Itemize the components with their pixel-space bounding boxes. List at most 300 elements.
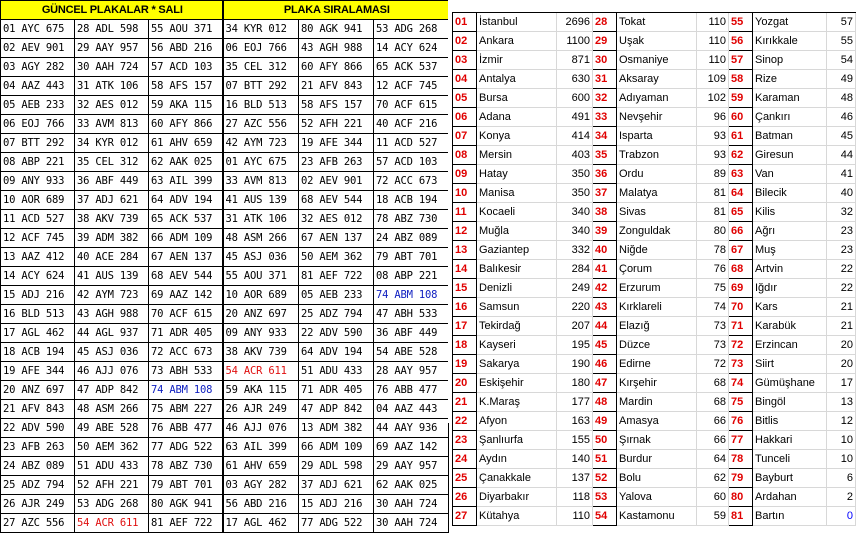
plates-row	[1, 172, 449, 191]
plates-row	[1, 476, 449, 495]
plate-cell: 48 ASM 266	[75, 400, 149, 419]
plate-cell: 56 ABD 216	[223, 495, 299, 514]
rank-number: 38	[593, 203, 617, 222]
city-name: K.Maraş	[477, 393, 557, 412]
rank-number: 76	[729, 412, 753, 431]
city-name: Bartın	[753, 507, 827, 526]
plate-cell: 21 AFV 843	[1, 400, 75, 419]
rank-number: 36	[593, 165, 617, 184]
plate-count: 403	[557, 146, 593, 165]
plate-count: 81	[697, 203, 729, 222]
plate-cell: 15 ADJ 216	[299, 495, 374, 514]
plate-cell: 02 AEV 901	[1, 39, 75, 58]
city-name: Hatay	[477, 165, 557, 184]
rank-number: 73	[729, 355, 753, 374]
plates-row	[1, 39, 449, 58]
plate-cell: 30 AAH 724	[374, 514, 449, 533]
plate-cell: 05 AEB 233	[299, 286, 374, 305]
city-name: Karaman	[753, 89, 827, 108]
plate-cell: 19 AFE 344	[1, 362, 75, 381]
city-name: Eskişehir	[477, 374, 557, 393]
plate-cell: 71 ADR 405	[149, 324, 223, 343]
plate-cell: 29 ADL 598	[299, 457, 374, 476]
plate-cell: 57 ACD 103	[374, 153, 449, 172]
plate-ranking-title: PLAKA SIRALAMASI	[223, 1, 449, 20]
city-name: Afyon	[477, 412, 557, 431]
city-name: Artvin	[753, 260, 827, 279]
plate-count: 600	[557, 89, 593, 108]
ranking-row	[453, 260, 856, 279]
ranking-header-spacer	[453, 0, 856, 13]
plate-cell: 08 ABP 221	[374, 267, 449, 286]
ranking-header-row	[453, 0, 856, 13]
plates-row	[1, 438, 449, 457]
rank-number: 27	[453, 507, 477, 526]
plate-count: 195	[557, 336, 593, 355]
plate-cell: 29 AAY 957	[75, 39, 149, 58]
plate-count: 6	[827, 469, 856, 488]
plate-cell: 21 AFV 843	[299, 77, 374, 96]
plates-row	[1, 58, 449, 77]
plate-count: 23	[827, 241, 856, 260]
city-name: Isparta	[617, 127, 697, 146]
plate-count: 40	[827, 184, 856, 203]
plate-cell: 24 ABZ 089	[374, 229, 449, 248]
plate-cell: 33 AVM 813	[223, 172, 299, 191]
plates-row	[1, 400, 449, 419]
plates-row	[1, 210, 449, 229]
plate-count: 177	[557, 393, 593, 412]
plate-cell: 01 AYC 675	[223, 153, 299, 172]
rank-number: 04	[453, 70, 477, 89]
plate-cell: 75 ABM 227	[149, 400, 223, 419]
plate-count: 54	[827, 51, 856, 70]
rank-number: 57	[729, 51, 753, 70]
plate-count: 249	[557, 279, 593, 298]
plate-cell: 36 ABF 449	[374, 324, 449, 343]
rank-number: 42	[593, 279, 617, 298]
plate-cell: 11 ACD 527	[374, 134, 449, 153]
plate-cell: 09 ANY 933	[1, 172, 75, 191]
plate-cell: 72 ACC 673	[149, 343, 223, 362]
city-name: Zonguldak	[617, 222, 697, 241]
rank-number: 78	[729, 450, 753, 469]
plate-cell: 39 ADM 382	[75, 229, 149, 248]
plate-cell: 26 AJR 249	[223, 400, 299, 419]
plate-count: 110	[697, 32, 729, 51]
city-name: Muğla	[477, 222, 557, 241]
plate-count: 44	[827, 146, 856, 165]
rank-number: 19	[453, 355, 477, 374]
plate-cell: 30 AAH 724	[75, 58, 149, 77]
rank-number: 30	[593, 51, 617, 70]
plate-cell: 19 AFE 344	[299, 134, 374, 153]
city-name: Malatya	[617, 184, 697, 203]
city-name: Tunceli	[753, 450, 827, 469]
ranking-row	[453, 70, 856, 89]
plate-cell: 22 ADV 590	[299, 324, 374, 343]
rank-number: 33	[593, 108, 617, 127]
plates-row	[1, 514, 449, 533]
plate-cell: 56 ABD 216	[149, 39, 223, 58]
plate-count: 60	[697, 488, 729, 507]
plate-cell: 43 AGH 988	[75, 305, 149, 324]
city-name: Osmaniye	[617, 51, 697, 70]
city-name: Batman	[753, 127, 827, 146]
plates-row	[1, 305, 449, 324]
city-name: Samsun	[477, 298, 557, 317]
plate-count: 284	[557, 260, 593, 279]
ranking-row	[453, 184, 856, 203]
rank-number: 49	[593, 412, 617, 431]
plate-cell: 38 AKV 739	[223, 343, 299, 362]
plate-cell: 52 AFH 221	[75, 476, 149, 495]
plate-count: 73	[697, 336, 729, 355]
plate-count: 140	[557, 450, 593, 469]
city-name: Aydın	[477, 450, 557, 469]
rank-number: 06	[453, 108, 477, 127]
plate-cell: 60 AFY 866	[299, 58, 374, 77]
plate-count: 76	[697, 260, 729, 279]
plate-cell: 50 AEM 362	[75, 438, 149, 457]
plate-count: 73	[697, 317, 729, 336]
plate-cell: 69 AAZ 142	[374, 438, 449, 457]
plate-cell: 77 ADG 522	[149, 438, 223, 457]
city-ranking-table	[452, 0, 856, 526]
city-name: Ordu	[617, 165, 697, 184]
plate-cell: 47 ABH 533	[374, 305, 449, 324]
rank-number: 22	[453, 412, 477, 431]
plate-cell: 77 ADG 522	[299, 514, 374, 533]
plate-cell: 08 ABP 221	[1, 153, 75, 172]
ranking-row	[453, 89, 856, 108]
city-name: Van	[753, 165, 827, 184]
rank-number: 39	[593, 222, 617, 241]
city-name: Düzce	[617, 336, 697, 355]
plates-row	[1, 457, 449, 476]
plate-cell: 68 AEV 544	[299, 191, 374, 210]
plate-cell: 11 ACD 527	[1, 210, 75, 229]
city-name: Edirne	[617, 355, 697, 374]
rank-number: 51	[593, 450, 617, 469]
plate-count: 22	[827, 260, 856, 279]
plate-cell: 70 ACF 615	[149, 305, 223, 324]
plate-cell: 72 ACC 673	[374, 172, 449, 191]
rank-number: 50	[593, 431, 617, 450]
plate-cell: 42 AYM 723	[75, 286, 149, 305]
plate-count: 68	[697, 393, 729, 412]
plate-count: 93	[697, 127, 729, 146]
plate-count: 871	[557, 51, 593, 70]
plate-cell: 54 ACR 611	[223, 362, 299, 381]
plates-row	[1, 419, 449, 438]
plate-cell: 76 ABB 477	[374, 381, 449, 400]
ranking-row	[453, 127, 856, 146]
plate-cell: 70 ACF 615	[374, 96, 449, 115]
plate-count: 48	[827, 89, 856, 108]
city-name: İzmir	[477, 51, 557, 70]
city-name: Ardahan	[753, 488, 827, 507]
plate-count: 340	[557, 222, 593, 241]
plate-cell: 14 ACY 624	[374, 39, 449, 58]
rank-number: 23	[453, 431, 477, 450]
city-name: Giresun	[753, 146, 827, 165]
ranking-row	[453, 336, 856, 355]
plate-cell: 06 EOJ 766	[1, 115, 75, 134]
plate-count: 64	[697, 450, 729, 469]
plate-cell: 64 ADV 194	[299, 343, 374, 362]
plate-count: 12	[827, 412, 856, 431]
plate-cell: 16 BLD 513	[1, 305, 75, 324]
plate-cell: 04 AAZ 443	[374, 400, 449, 419]
city-name: Bingöl	[753, 393, 827, 412]
plate-count: 78	[697, 241, 729, 260]
plates-row	[1, 381, 449, 400]
plate-cell: 59 AKA 115	[223, 381, 299, 400]
plate-cell: 16 BLD 513	[223, 96, 299, 115]
plate-count: 207	[557, 317, 593, 336]
plate-count: 55	[827, 32, 856, 51]
rank-number: 48	[593, 393, 617, 412]
plate-cell: 37 ADJ 621	[75, 191, 149, 210]
rank-number: 74	[729, 374, 753, 393]
plate-cell: 81 AEF 722	[149, 514, 223, 533]
plate-count: 110	[557, 507, 593, 526]
city-name: Kütahya	[477, 507, 557, 526]
plate-count: 66	[697, 431, 729, 450]
city-name: Elazığ	[617, 317, 697, 336]
plate-cell: 46 AJJ 076	[223, 419, 299, 438]
plate-cell: 02 AEV 901	[299, 172, 374, 191]
rank-number: 02	[453, 32, 477, 51]
plate-cell: 52 AFH 221	[299, 115, 374, 134]
plate-cell: 23 AFB 263	[1, 438, 75, 457]
city-name: Uşak	[617, 32, 697, 51]
plate-cell: 17 AGL 462	[223, 514, 299, 533]
city-name: Sakarya	[477, 355, 557, 374]
rank-number: 34	[593, 127, 617, 146]
city-name: Yozgat	[753, 13, 827, 32]
ranking-row	[453, 469, 856, 488]
rank-number: 67	[729, 241, 753, 260]
ranking-row	[453, 298, 856, 317]
plate-cell: 65 ACK 537	[149, 210, 223, 229]
plate-cell: 54 ABE 528	[374, 343, 449, 362]
city-name: Çorum	[617, 260, 697, 279]
city-name: Denizli	[477, 279, 557, 298]
plate-cell: 66 ADM 109	[149, 229, 223, 248]
plate-count: 72	[697, 355, 729, 374]
rank-number: 28	[593, 13, 617, 32]
city-name: Şırnak	[617, 431, 697, 450]
plate-cell: 57 ACD 103	[149, 58, 223, 77]
plate-cell: 78 ABZ 730	[149, 457, 223, 476]
city-name: Karabük	[753, 317, 827, 336]
plates-row	[1, 191, 449, 210]
plate-count: 46	[827, 108, 856, 127]
rank-number: 31	[593, 70, 617, 89]
plate-count: 2	[827, 488, 856, 507]
rank-number: 18	[453, 336, 477, 355]
city-name: Konya	[477, 127, 557, 146]
plate-cell: 53 ADG 268	[75, 495, 149, 514]
plate-count: 10	[827, 450, 856, 469]
rank-number: 15	[453, 279, 477, 298]
plate-cell: 23 AFB 263	[299, 153, 374, 172]
plate-count: 110	[697, 51, 729, 70]
plates-header-row	[1, 1, 449, 20]
city-name: Sinop	[753, 51, 827, 70]
plate-cell: 13 AAZ 412	[1, 248, 75, 267]
city-name: Şanlıurfa	[477, 431, 557, 450]
plate-cell: 18 ACB 194	[1, 343, 75, 362]
rank-number: 52	[593, 469, 617, 488]
plate-cell: 59 AKA 115	[149, 96, 223, 115]
city-name: Bolu	[617, 469, 697, 488]
plate-count: 163	[557, 412, 593, 431]
plate-cell: 67 AEN 137	[149, 248, 223, 267]
plate-cell: 05 AEB 233	[1, 96, 75, 115]
city-name: Nevşehir	[617, 108, 697, 127]
plate-count: 350	[557, 184, 593, 203]
rank-number: 63	[729, 165, 753, 184]
city-name: Siirt	[753, 355, 827, 374]
plates-row	[1, 267, 449, 286]
plate-count: 68	[697, 374, 729, 393]
plate-cell: 58 AFS 157	[299, 96, 374, 115]
plate-cell: 69 AAZ 142	[149, 286, 223, 305]
rank-number: 32	[593, 89, 617, 108]
rank-number: 60	[729, 108, 753, 127]
rank-number: 29	[593, 32, 617, 51]
plate-cell: 20 ANZ 697	[1, 381, 75, 400]
plate-cell: 22 ADV 590	[1, 419, 75, 438]
city-name: Tokat	[617, 13, 697, 32]
plate-cell: 47 ADP 842	[75, 381, 149, 400]
plate-count: 118	[557, 488, 593, 507]
city-name: Diyarbakır	[477, 488, 557, 507]
city-name: Iğdır	[753, 279, 827, 298]
plate-count: 10	[827, 431, 856, 450]
plate-cell: 45 ASJ 036	[75, 343, 149, 362]
rank-number: 59	[729, 89, 753, 108]
rank-number: 13	[453, 241, 477, 260]
plate-cell: 46 AJJ 076	[75, 362, 149, 381]
plate-cell: 41 AUS 139	[223, 191, 299, 210]
plate-cell: 61 AHV 659	[149, 134, 223, 153]
plate-count: 2696	[557, 13, 593, 32]
city-name: Tekirdağ	[477, 317, 557, 336]
plate-cell: 63 AIL 399	[149, 172, 223, 191]
plates-row	[1, 343, 449, 362]
rank-number: 20	[453, 374, 477, 393]
plate-cell: 03 AGY 282	[223, 476, 299, 495]
ranking-row	[453, 393, 856, 412]
city-name: Çankırı	[753, 108, 827, 127]
rank-number: 66	[729, 222, 753, 241]
plate-count: 17	[827, 374, 856, 393]
plate-cell: 25 ADZ 794	[1, 476, 75, 495]
plate-cell: 48 ASM 266	[223, 229, 299, 248]
plate-count: 155	[557, 431, 593, 450]
plate-count: 81	[697, 184, 729, 203]
city-name: Mersin	[477, 146, 557, 165]
plate-count: 491	[557, 108, 593, 127]
plate-cell: 18 ACB 194	[374, 191, 449, 210]
plates-row	[1, 134, 449, 153]
plate-count: 74	[697, 298, 729, 317]
plate-count: 62	[697, 469, 729, 488]
city-name: Gümüşhane	[753, 374, 827, 393]
city-name: Bilecik	[753, 184, 827, 203]
plate-cell: 67 AEN 137	[299, 229, 374, 248]
plate-count: 190	[557, 355, 593, 374]
rank-number: 24	[453, 450, 477, 469]
city-name: Adıyaman	[617, 89, 697, 108]
plate-cell: 28 ADL 598	[75, 20, 149, 39]
city-name: Hakkari	[753, 431, 827, 450]
ranking-row	[453, 431, 856, 450]
city-name: Ankara	[477, 32, 557, 51]
ranking-row	[453, 108, 856, 127]
plate-cell: 78 ABZ 730	[374, 210, 449, 229]
rank-number: 56	[729, 32, 753, 51]
plate-count: 220	[557, 298, 593, 317]
city-name: Kırşehir	[617, 374, 697, 393]
plates-row	[1, 229, 449, 248]
city-name: Erzurum	[617, 279, 697, 298]
plate-cell: 80 AGK 941	[149, 495, 223, 514]
rank-number: 47	[593, 374, 617, 393]
plate-count: 22	[827, 279, 856, 298]
plates-row	[1, 248, 449, 267]
city-name: Kars	[753, 298, 827, 317]
rank-number: 58	[729, 70, 753, 89]
plate-cell: 07 BTT 292	[223, 77, 299, 96]
city-name: Rize	[753, 70, 827, 89]
plate-cell: 26 AJR 249	[1, 495, 75, 514]
city-name: Çanakkale	[477, 469, 557, 488]
plate-count: 1100	[557, 32, 593, 51]
rank-number: 68	[729, 260, 753, 279]
rank-number: 55	[729, 13, 753, 32]
rank-number: 75	[729, 393, 753, 412]
plate-count: 109	[697, 70, 729, 89]
plates-row	[1, 495, 449, 514]
plate-cell: 62 AAK 025	[149, 153, 223, 172]
rank-number: 11	[453, 203, 477, 222]
plate-count: 75	[697, 279, 729, 298]
rank-number: 14	[453, 260, 477, 279]
plate-count: 332	[557, 241, 593, 260]
plate-count: 630	[557, 70, 593, 89]
plate-cell: 79 ABT 701	[149, 476, 223, 495]
plate-cell: 15 ADJ 216	[1, 286, 75, 305]
city-name: Yalova	[617, 488, 697, 507]
plate-count: 414	[557, 127, 593, 146]
plate-cell: 55 AOU 371	[223, 267, 299, 286]
rank-number: 26	[453, 488, 477, 507]
plate-cell: 74 ABM 108	[374, 286, 449, 305]
rank-number: 07	[453, 127, 477, 146]
city-name: Balıkesir	[477, 260, 557, 279]
plate-cell: 34 KYR 012	[223, 20, 299, 39]
plate-cell: 33 AVM 813	[75, 115, 149, 134]
plate-cell: 13 ADM 382	[299, 419, 374, 438]
ranking-row	[453, 222, 856, 241]
plate-cell: 40 ACF 216	[374, 115, 449, 134]
ranking-row	[453, 13, 856, 32]
